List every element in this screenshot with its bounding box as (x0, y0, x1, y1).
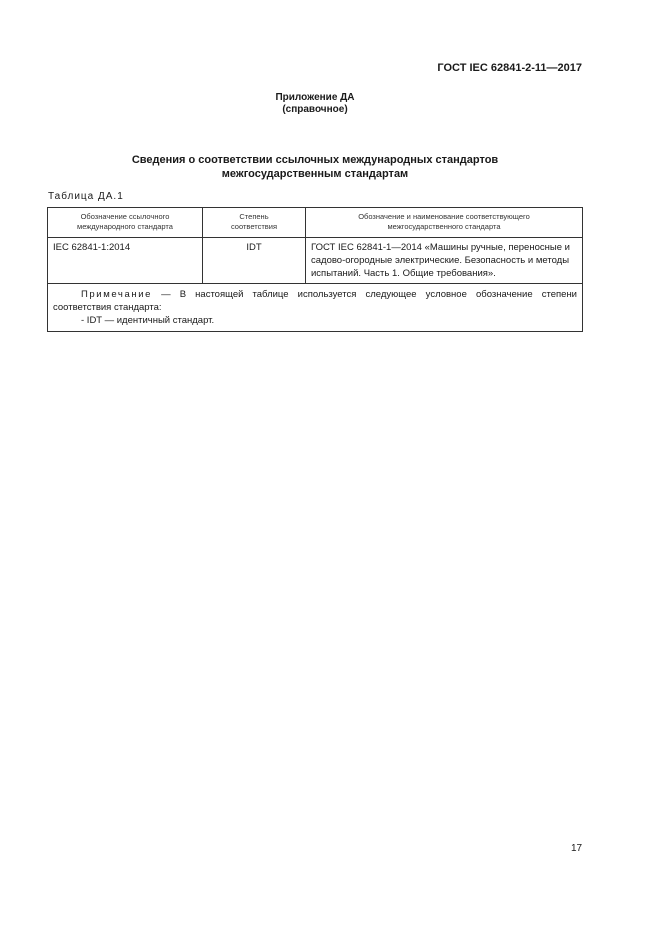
column-header-text: Обозначение и наименование соответствующего (358, 212, 530, 221)
note-text: — В настоящей таблице используется следующее условное обозначение степени соответствия стандарта: (53, 289, 577, 313)
section-heading (0, 153, 630, 181)
note-label: Примечание (81, 289, 152, 300)
heading-line-1: Сведения о соответствии ссылочных международных стандартов (131, 154, 499, 166)
table-label: Таблица ДА.1 (48, 191, 124, 202)
correspondence-table (47, 207, 583, 332)
column-header-text: межгосударственного стандарта (387, 222, 501, 231)
column-header-interstate (306, 208, 583, 238)
column-header-text: Степень (239, 212, 269, 221)
column-header-reference (48, 208, 203, 238)
table-row (48, 238, 583, 284)
annex-type: (справочное) (282, 104, 348, 115)
note-item: - IDT — идентичный стандарт. (81, 315, 215, 326)
table-header-row (48, 208, 583, 238)
column-header-text: соответствия (230, 222, 278, 231)
heading-line-2: межгосударственным стандартам (221, 168, 409, 180)
document-code: ГОСТ IEC 62841-2-11—2017 (437, 62, 582, 74)
annex-title: Приложение ДА (275, 92, 355, 103)
annex-block (0, 92, 630, 116)
column-header-text: международного стандарта (77, 222, 173, 231)
cell-reference: IEC 62841-1:2014 (48, 238, 203, 284)
cell-interstate-name: ГОСТ IEC 62841-1—2014 «Машины ручные, переносные и садово-огородные электрические. Безопасность и методы испытаний. Часть 1. Общие требования». (306, 238, 583, 284)
page-number: 17 (571, 843, 583, 854)
table-note (48, 284, 583, 332)
cell-degree: IDT (203, 238, 306, 284)
column-header-degree (203, 208, 306, 238)
table-note-row (48, 284, 583, 332)
note-paragraph (53, 288, 577, 314)
column-header-text: Обозначение ссылочного (80, 212, 170, 221)
